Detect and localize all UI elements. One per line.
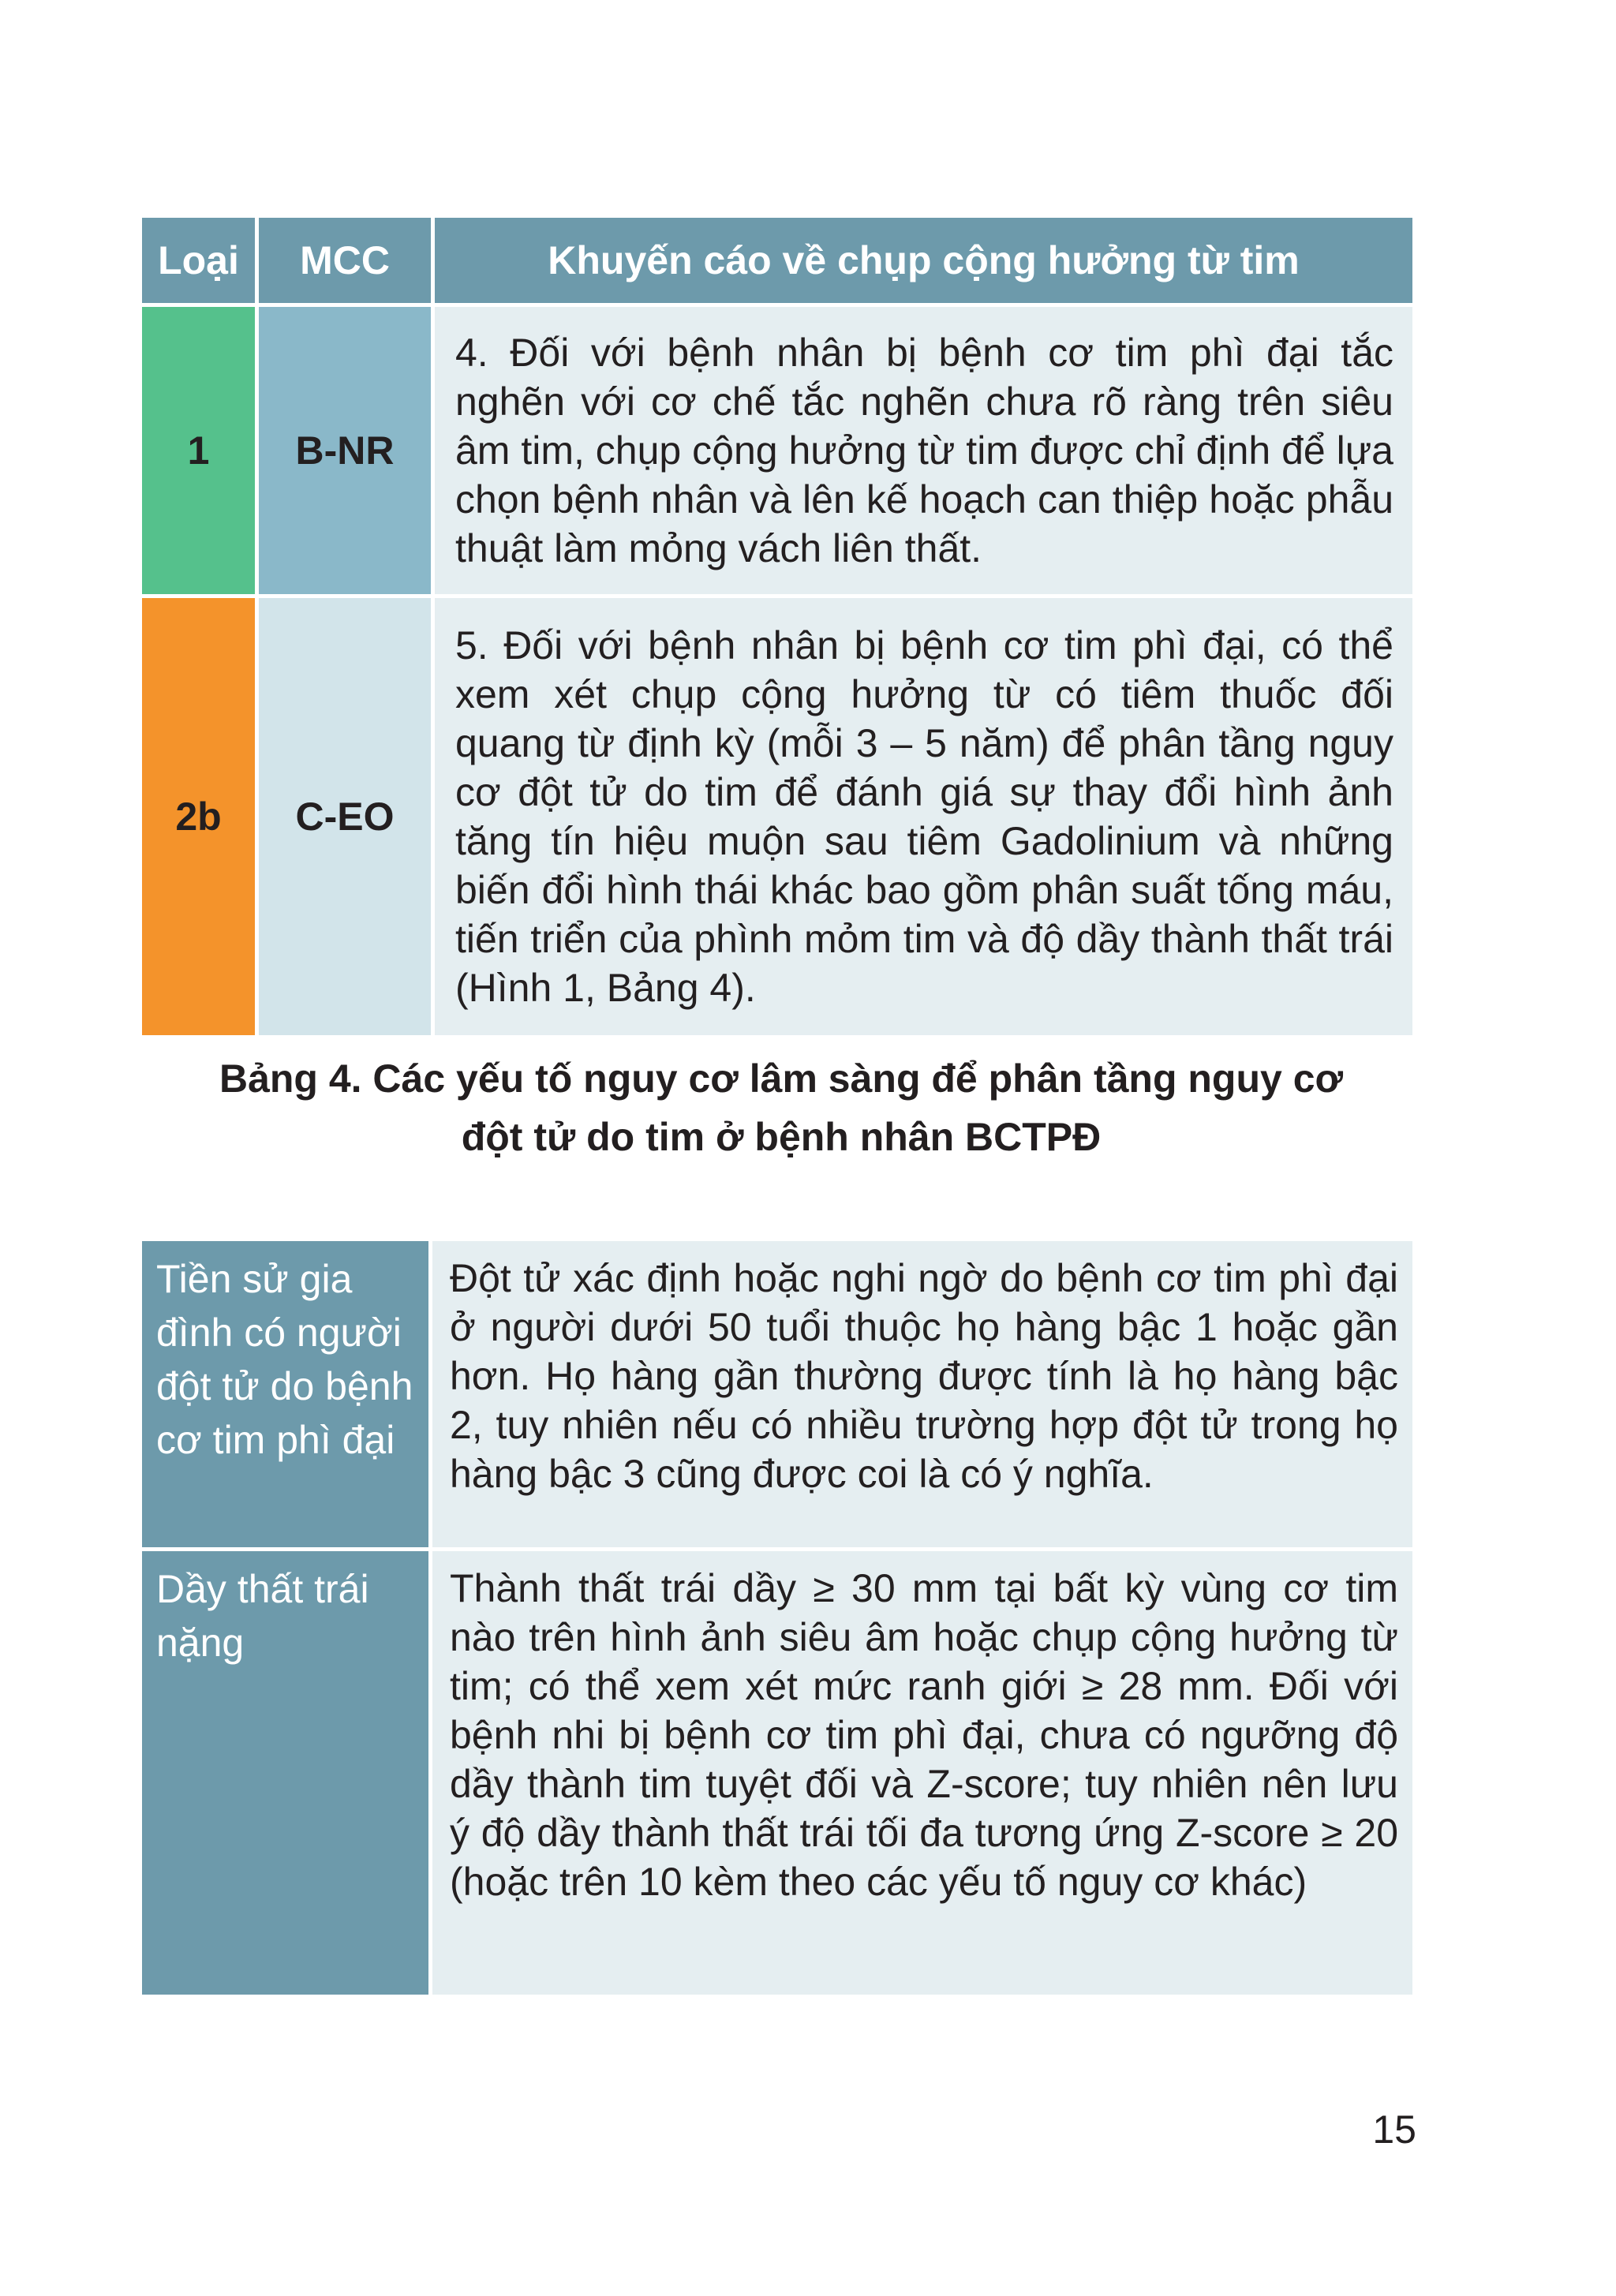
- table-header-row: [142, 218, 1412, 303]
- table-row: [142, 1551, 1412, 1995]
- level-cell: B-NR: [259, 307, 431, 594]
- risk-description-cell: Thành thất trái dầy ≥ 30 mm tại bất kỳ vùng cơ tim nào trên hình ảnh siêu âm hoặc chụp cộng hưởng từ tim; có thể xem xét mức ranh giới ≥ 28 mm. Đối với bệnh nhi bị bệnh cơ tim phì đại, chưa có ngưỡng độ dầy thành tim tuyệt đối và Z-score; tuy nhiên nên lưu ý độ dầy thành thất trái tối đa tương ứng Z-score ≥ 20 (hoặc trên 10 kèm theo các yếu tố nguy cơ khác): [432, 1551, 1412, 1995]
- table-row: [142, 598, 1412, 1035]
- page-number: 15: [1372, 2107, 1416, 2152]
- header-recommendation: Khuyến cáo về chụp cộng hưởng từ tim: [435, 218, 1412, 303]
- risk-description-cell: Đột tử xác định hoặc nghi ngờ do bệnh cơ tim phì đại ở người dưới 50 tuổi thuộc họ hàng bậc 1 hoặc gần hơn. Họ hàng gần thường được tính là họ hàng bậc 2, tuy nhiên nếu có nhiều trường hợp đột tử trong họ hàng bậc 3 cũng được coi là có ý nghĩa.: [432, 1241, 1412, 1547]
- table-caption: [142, 1049, 1420, 1166]
- risk-factor-cell: Dầy thất trái nặng: [142, 1551, 428, 1995]
- recommendation-table: [138, 214, 1416, 1039]
- header-class: Loại: [142, 218, 255, 303]
- recommendation-cell: 5. Đối với bệnh nhân bị bệnh cơ tim phì đại, có thể xem xét chụp cộng hưởng từ có tiêm thuốc đối quang từ định kỳ (mỗi 3 – 5 năm) để phân tầng nguy cơ đột tử do tim để đánh giá sự thay đổi hình ảnh tăng tín hiệu muộn sau tiêm Gadolinium và những biến đổi hình thái khác bao gồm phân suất tống máu, tiến triển của phình mỏm tim và độ dầy thành thất trái (Hình 1, Bảng 4).: [435, 598, 1412, 1035]
- recommendation-cell: 4. Đối với bệnh nhân bị bệnh cơ tim phì đại tắc nghẽn với cơ chế tắc nghẽn chưa rõ ràng trên siêu âm tim, chụp cộng hưởng từ tim được chỉ định để lựa chọn bệnh nhân và lên kế hoạch can thiệp hoặc phẫu thuật làm mỏng vách liên thất.: [435, 307, 1412, 594]
- class-cell: 2b: [142, 598, 255, 1035]
- caption-line-2: đột tử do tim ở bệnh nhân BCTPĐ: [461, 1115, 1102, 1159]
- risk-factor-cell: Tiền sử gia đình có người đột tử do bệnh cơ tim phì đại: [142, 1241, 428, 1547]
- header-level: MCC: [259, 218, 431, 303]
- risk-factor-table: [138, 1237, 1416, 1999]
- table-row: [142, 1241, 1412, 1547]
- table-row: [142, 307, 1412, 594]
- level-cell: C-EO: [259, 598, 431, 1035]
- caption-line-1: Bảng 4. Các yếu tố nguy cơ lâm sàng để phân tầng nguy cơ: [219, 1056, 1344, 1101]
- class-cell: 1: [142, 307, 255, 594]
